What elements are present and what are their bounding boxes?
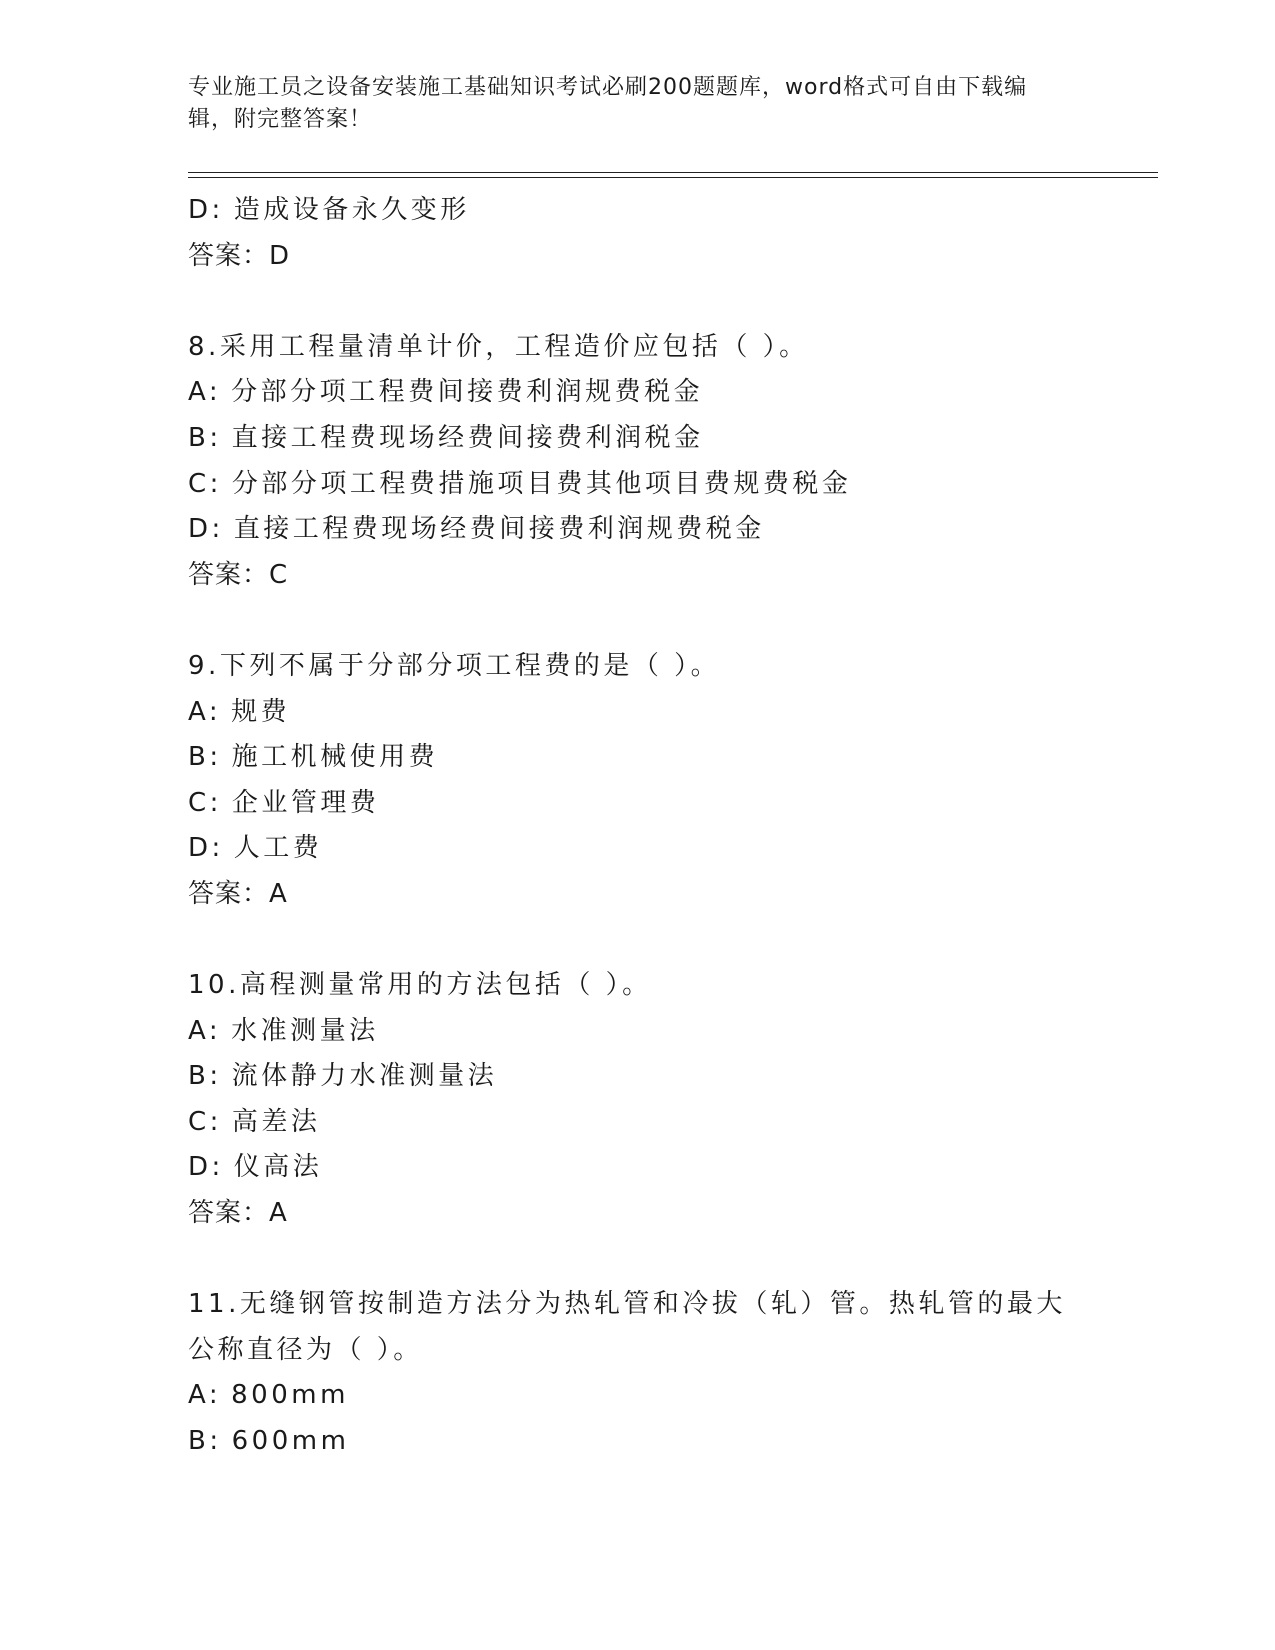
option-label: C: [188, 787, 210, 818]
question-text: 采用工程量清单计价，工程造价应包括（ ）。: [219, 331, 809, 362]
option-text: 分部分项工程费间接费利润规费税金: [231, 377, 704, 408]
answer-prefix: 答案：: [188, 559, 270, 590]
option-text: 直接工程费现场经费间接费利润税金: [231, 422, 704, 453]
option-label: B: [188, 742, 210, 773]
header-rule-bottom: [188, 177, 1158, 178]
option-text: 高差法: [231, 1106, 321, 1137]
option-line: [188, 690, 1088, 736]
option-line: [188, 1419, 1088, 1465]
blank-line: [188, 279, 1088, 325]
option-label: B: [188, 422, 210, 453]
answer-value: A: [269, 878, 288, 909]
option-line: [188, 1009, 1088, 1055]
option-text: 仪高法: [233, 1152, 323, 1183]
option-label: A: [188, 1015, 209, 1046]
option-label: D: [188, 195, 212, 225]
option-label: C: [188, 468, 210, 499]
answer-prefix: 答案：: [188, 240, 270, 271]
answer-prefix: 答案：: [188, 1198, 270, 1229]
option-separator: :: [211, 195, 224, 225]
option-separator: :: [209, 742, 222, 773]
answer-value: D: [269, 240, 291, 271]
question-number: 11.: [188, 1289, 240, 1320]
option-separator: :: [211, 1152, 224, 1183]
option-separator: :: [209, 468, 222, 499]
blank-line: [188, 1237, 1088, 1283]
option-separator: :: [211, 833, 224, 864]
option-text: 人工费: [233, 833, 323, 864]
option-line: [188, 735, 1088, 781]
option-line: [188, 781, 1088, 827]
option-separator: :: [209, 787, 222, 818]
option-separator: :: [208, 377, 222, 408]
question-stem: [188, 1282, 1088, 1373]
option-label: B: [188, 1426, 210, 1457]
question-number: 10.: [188, 970, 240, 1001]
option-line: [188, 1100, 1088, 1146]
option-text: 直接工程费现场经费间接费利润规费税金: [233, 514, 765, 545]
option-text: 流体静力水准测量法: [231, 1061, 498, 1092]
option-label: C: [188, 1106, 210, 1137]
header-rule-top: [188, 172, 1158, 173]
option-separator: :: [211, 514, 224, 545]
option-line: [188, 370, 1088, 416]
option-line: [188, 826, 1088, 872]
question-text: 高程测量常用的方法包括（ ）。: [239, 970, 652, 1001]
question-stem: [188, 963, 1088, 1009]
option-text: 规费: [231, 696, 291, 727]
document-header: [188, 72, 1068, 136]
option-text: 600mm: [231, 1426, 350, 1457]
answer-line: [188, 872, 1088, 918]
option-label: A: [188, 377, 209, 408]
question-text: 下列不属于分部分项工程费的是（ ）。: [219, 650, 721, 681]
option-line: [188, 188, 1088, 234]
blank-line: [188, 918, 1088, 964]
option-line: [188, 507, 1088, 553]
option-label: A: [188, 1380, 209, 1411]
option-line: [188, 1054, 1088, 1100]
answer-line: [188, 1191, 1088, 1237]
option-separator: :: [209, 1426, 222, 1457]
option-separator: :: [208, 1015, 222, 1046]
option-line: [188, 1145, 1088, 1191]
option-text: 800mm: [231, 1380, 349, 1411]
option-line: [188, 416, 1088, 462]
option-label: D: [188, 514, 212, 545]
blank-line: [188, 598, 1088, 644]
option-label: D: [188, 1152, 212, 1183]
option-line: [188, 1373, 1088, 1419]
answer-prefix: 答案：: [188, 878, 270, 909]
option-separator: :: [209, 1061, 222, 1092]
option-separator: :: [209, 422, 222, 453]
question-list: [188, 188, 1088, 1465]
option-separator: :: [209, 1106, 222, 1137]
option-label: B: [188, 1061, 210, 1092]
question-text: 无缝钢管按制造方法分为热轧管和冷拔（轧）管。热轧管的最大公称直径为（ ）。: [188, 1289, 1066, 1365]
header-title: 专业施工员之设备安装施工基础知识考试必刷200题题库，word格式可自由下载编辑，附完整答案！: [188, 75, 1028, 132]
question-number: 9.: [188, 650, 220, 681]
option-text: 企业管理费: [231, 787, 380, 818]
answer-line: [188, 553, 1088, 599]
option-label: A: [188, 696, 209, 727]
option-line: [188, 462, 1088, 508]
question-number: 8.: [188, 331, 220, 362]
option-separator: :: [208, 1380, 222, 1411]
option-text: 水准测量法: [231, 1015, 379, 1046]
option-text: 分部分项工程费措施项目费其他项目费规费税金: [231, 468, 852, 499]
answer-value: A: [269, 1198, 288, 1229]
option-label: D: [188, 833, 212, 864]
option-text: 造成设备永久变形: [233, 195, 470, 225]
question-stem: [188, 644, 1088, 690]
option-text: 施工机械使用费: [231, 742, 439, 773]
option-separator: :: [208, 696, 222, 727]
question-stem: [188, 325, 1088, 371]
answer-value: C: [269, 559, 289, 590]
answer-line: [188, 234, 1088, 280]
